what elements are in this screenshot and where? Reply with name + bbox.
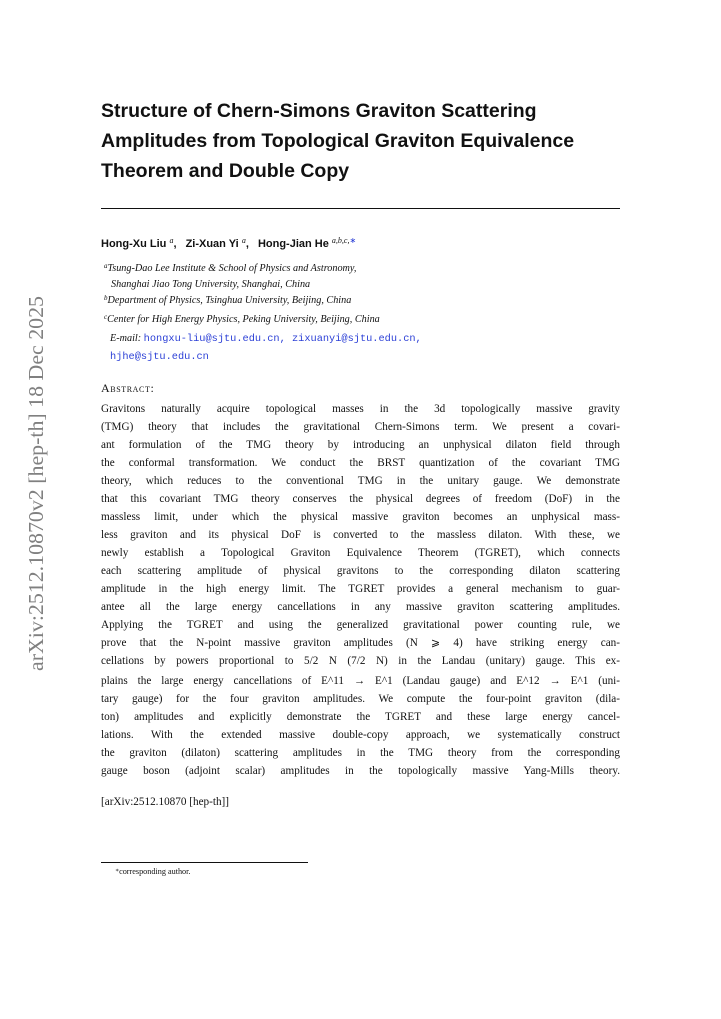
abstract-line: newly establish a Topological Graviton Equivalence Theorem (TGRET), which connects [101, 547, 620, 559]
affiliation-a [104, 263, 624, 274]
abstract-line: gauge boson (adjoint scalar) amplitudes in the topologically massive Yang-Mills theory. [101, 765, 620, 777]
affil-text: Shanghai Jiao Tong University, Shanghai, China [111, 279, 311, 290]
affiliation-c [104, 314, 624, 325]
author-name: Zi-Xuan Yi [185, 238, 239, 250]
abstract-line: cellations by powers proportional to 5/2 N (7/2 N) in the Landau (unitary) gauge. This ex- [101, 655, 620, 667]
email-line-2 [110, 351, 209, 363]
abstract-line: antee all the large energy cancellations in any massive graviton scattering amplitudes. [101, 601, 620, 613]
abstract-line: that this covariant TMG theory conserves the physical degrees of freedom (DoF) in the [101, 493, 620, 505]
abstract-line: lations. With the extended massive double-copy approach, we systematically construct [101, 729, 620, 741]
corresponding-author-link[interactable]: ∗ [349, 236, 357, 245]
abstract-line: the conformal transformation. We conduct the BRST quantization of the covariant TMG [101, 457, 620, 469]
abstract-line: the graviton (dilaton) scattering amplitudes in the TMG theory from the corresponding [101, 747, 620, 759]
abstract-heading: Abstract: [101, 381, 155, 395]
affil-text: Center for High Energy Physics, Peking University, Beijing, China [107, 314, 380, 325]
affiliation-b [104, 295, 624, 306]
affil-text: Tsung-Dao Lee Institute & School of Physics and Astronomy, [107, 263, 357, 274]
abstract-line: theory, which reduces to the conventional TMG in the unitary gauge. We demonstrate [101, 475, 620, 487]
email-link[interactable]: hjhe@sjtu.edu.cn [110, 351, 209, 363]
footnote [115, 867, 190, 876]
author-name: Hong-Xu Liu [101, 238, 167, 250]
abstract-line: ant formulation of the TMG theory by introducing an unphysical dilaton field through [101, 439, 620, 451]
email-links[interactable]: hongxu-liu@sjtu.edu.cn, zixuanyi@sjtu.edu.cn, [143, 333, 422, 345]
title-line-1: Structure of Chern-Simons Graviton Scattering [101, 100, 537, 122]
affil-mark: a [104, 262, 108, 270]
abstract-line: Applying the TGRET and using the generalized gravitational power counting rule, we [101, 619, 620, 631]
abstract-line: ton) amplitudes and explicitly demonstrate the TGRET and these large energy cancel- [101, 711, 620, 723]
abstract-line: Gravitons naturally acquire topological masses in the 3d topologically massive gravity [101, 403, 620, 415]
affil-mark: b [104, 294, 108, 302]
email-label: E-mail: [110, 333, 142, 344]
author-affil-mark: a [241, 236, 246, 245]
abstract-line: less graviton and its physical DoF is converted to the massless dilaton. With these, we [101, 529, 620, 541]
title-line-3: Theorem and Double Copy [101, 160, 350, 182]
abstract-line: tary gauge) for the four graviton amplitudes. We compute the four-point graviton (dila- [101, 693, 620, 705]
arxiv-stamp-text: arXiv:2512.10870v2 [hep-th] 18 Dec 2025 [24, 302, 48, 671]
author-name: Hong-Jian He [257, 238, 329, 250]
footnote-mark: ∗ [115, 868, 120, 874]
footnote-text: corresponding author. [119, 867, 191, 876]
author-affil-mark: a,b,c, [331, 236, 350, 245]
arxiv-side-stamp [12, 296, 56, 671]
abstract-line: (TMG) theory that includes the gravitational Chern-Simons term. We present a covari- [101, 421, 620, 433]
abstract-line: each scattering amplitude of physical gravitons to the corresponding dilaton scattering [101, 565, 620, 577]
abstract-line: massless limit, under which the physical massive graviton becomes an unphysical mass- [101, 511, 620, 523]
title-line-2: Amplitudes from Topological Graviton Equivalence [101, 130, 575, 152]
arxiv-id: [arXiv:2512.10870 [hep-th]] [101, 796, 230, 808]
abstract-line: plains the large energy cancellations of E^11 → E^1 (Landau gauge) and E^12 → E^1 (uni- [101, 675, 620, 687]
author-list: Hong-Xu Liu $^a$, Zi-Xuan Yi $^a$, Hong-Jian He $^{a,b,c,∗}$ [101, 236, 357, 250]
title-rule [101, 208, 620, 209]
author-affil-mark: a [169, 236, 174, 245]
abstract-line: amplitude in the high energy limit. The TGRET provides a general mechanism to guar- [101, 583, 620, 595]
abstract-line: prove that the N-point massive graviton amplitudes (N ⩾ 4) have striking energy can- [101, 637, 620, 649]
affil-text: Department of Physics, Tsinghua University, Beijing, China [107, 295, 352, 306]
affil-mark: c [104, 313, 108, 321]
paper-title [101, 96, 641, 186]
affiliation-a-cont [104, 279, 624, 290]
email-line-1 [110, 333, 422, 345]
footnote-rule [101, 862, 308, 863]
